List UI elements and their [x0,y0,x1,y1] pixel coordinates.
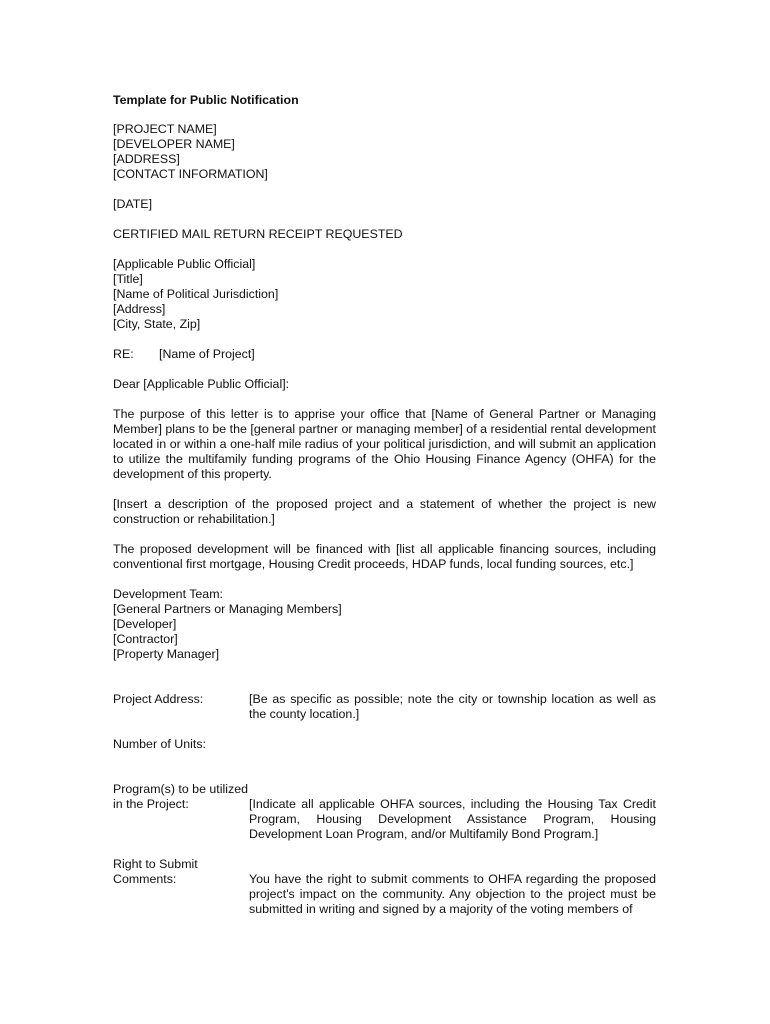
date-line: [DATE] [113,197,153,211]
sender-block [113,122,656,182]
number-of-units-field [113,737,656,752]
salutation: Dear [Applicable Public Official]: [113,377,290,391]
development-team [113,587,656,662]
recipient-block [113,257,656,332]
sender-developer-name: [DEVELOPER NAME] [113,137,235,151]
team-member-contractor: [Contractor] [113,632,178,646]
programs-label-line1: Program(s) to be utilized [113,782,248,796]
sender-contact: [CONTACT INFORMATION] [113,167,268,181]
recipient-official: [Applicable Public Official] [113,257,256,271]
re-label: RE: [113,347,134,361]
programs-value: [Indicate all applicable OHFA sources, including the Housing Tax Credit Program, Housing Development Assistance Program, Housing Development Loan Program, and/or Multifamily Bond Program.] [249,797,656,841]
re-line [113,347,656,362]
project-address-label: Project Address: [113,692,204,706]
number-of-units-label: Number of Units: [113,737,206,751]
comments-field [113,872,656,917]
team-member-developer: [Developer] [113,617,177,631]
spacer [113,767,656,782]
programs-field [113,797,656,842]
project-address-field [113,692,656,722]
financing-paragraph: The proposed development will be financed with [list all applicable financing sources, including conventional first mortgage, Housing Credit proceeds, HDAP funds, local funding sources, etc.] [113,542,656,571]
sender-address: [ADDRESS] [113,152,180,166]
comments-value: You have the right to submit comments to OHFA regarding the proposed project's impact on the community. Any objection to the project must be submitted in writing and signed by a majority of the voting members of [249,872,656,916]
spacer [113,677,656,692]
comments-label-line2: Comments: [113,872,177,886]
recipient-jurisdiction: [Name of Political Jurisdiction] [113,287,279,301]
re-value: [Name of Project] [159,347,255,361]
number-of-units-value [249,737,656,752]
development-team-heading: Development Team: [113,587,223,601]
recipient-title: [Title] [113,272,143,286]
team-member-general-partners: [General Partners or Managing Members] [113,602,342,616]
sender-project-name: [PROJECT NAME] [113,122,217,136]
programs-label-line2: in the Project: [113,797,189,811]
mail-notice: CERTIFIED MAIL RETURN RECEIPT REQUESTED [113,227,403,241]
recipient-city-state-zip: [City, State, Zip] [113,317,201,331]
letter-body [113,93,656,917]
page-title: Template for Public Notification [113,93,299,107]
purpose-paragraph: The purpose of this letter is to apprise your office that [Name of General Partner or Managing Member] plans to be the [general partner or managing member] of a residential rental development located in or within a one-half mile radius of your political jurisdiction, and will submit an application to utilize the multifamily funding programs of the Ohio Housing Finance Agency (OHFA) for the development of this property. [113,407,656,481]
team-member-property-manager: [Property Manager] [113,647,220,661]
description-paragraph: [Insert a description of the proposed project and a statement of whether the project is new construction or rehabilitation.] [113,497,656,526]
comments-label-line1: Right to Submit [113,857,198,871]
project-address-value: [Be as specific as possible; note the city or township location as well as the county location.] [249,692,656,721]
recipient-address: [Address] [113,302,166,316]
